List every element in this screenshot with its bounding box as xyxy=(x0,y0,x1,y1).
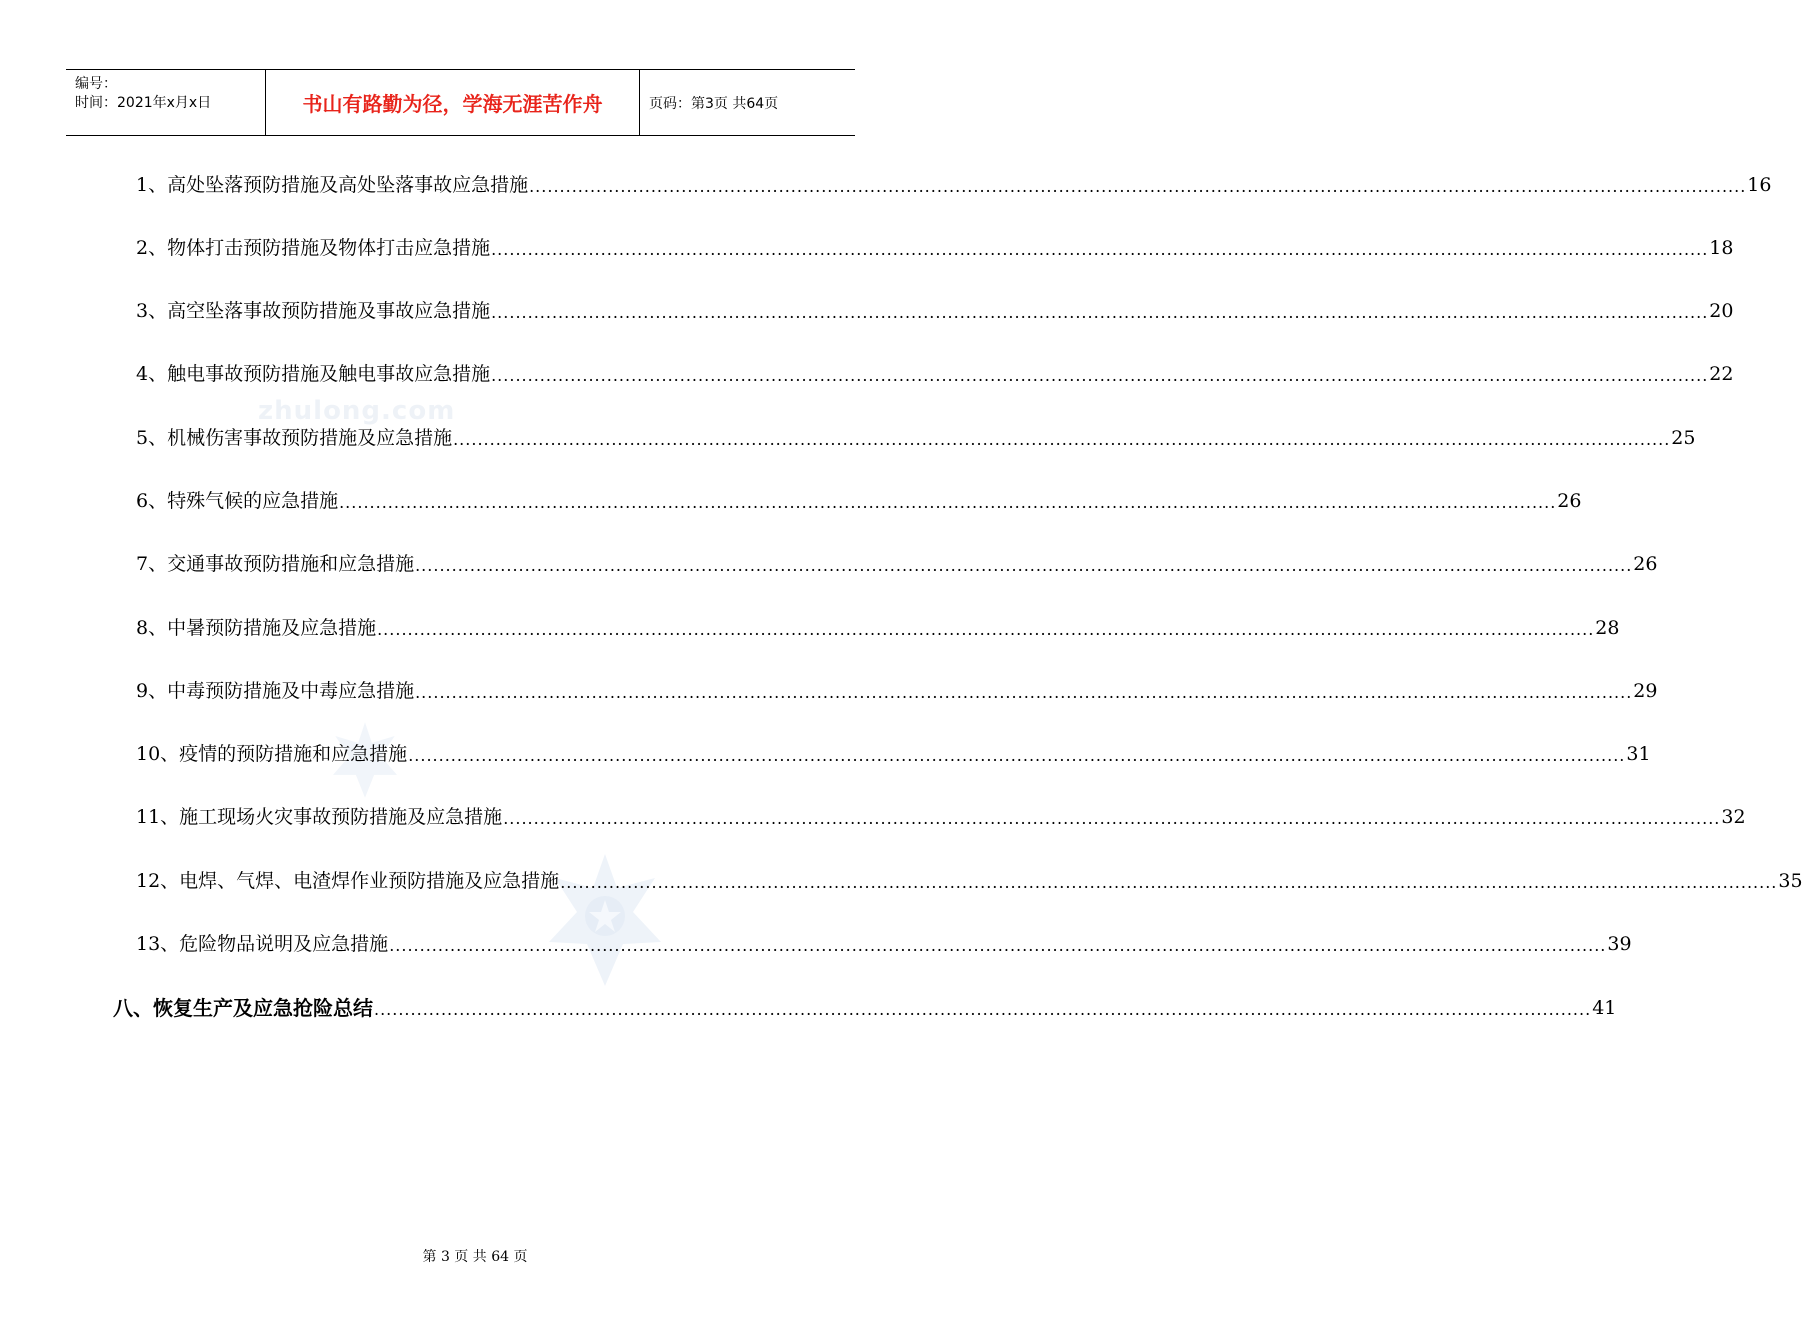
toc-entry[interactable] xyxy=(136,676,1658,706)
toc-entry-title: 10、疫情的预防措施和应急措施 xyxy=(136,743,408,765)
time-label: 时间：2021年x月x日 xyxy=(75,95,212,111)
toc-entry-page: 32 xyxy=(1721,806,1746,828)
toc-section-entry[interactable] xyxy=(113,993,1617,1023)
toc-entry-title: 12、电焊、气焊、电渣焊作业预防措施及应急措施 xyxy=(136,870,560,892)
toc-entry[interactable] xyxy=(136,929,1632,959)
toc-entry-title: 11、施工现场火灾事故预防措施及应急措施 xyxy=(136,806,503,828)
toc-entry-page: 28 xyxy=(1595,617,1620,639)
toc-leader-dots: ........................................................................................................................................................................................................ xyxy=(415,556,1633,575)
toc-entry[interactable] xyxy=(136,549,1658,579)
toc-entry[interactable] xyxy=(136,359,1734,389)
toc-entry-page: 26 xyxy=(1633,553,1658,575)
toc-entry-page: 39 xyxy=(1607,933,1632,955)
toc-entry-title: 6、特殊气候的应急措施 xyxy=(136,490,339,512)
toc-entry-page: 18 xyxy=(1709,237,1734,259)
toc-entry-title: 5、机械伤害事故预防措施及应急措施 xyxy=(136,427,453,449)
toc-entry[interactable] xyxy=(136,866,1803,896)
toc-leader-dots: ........................................................................................................................................................................................................ xyxy=(453,430,1671,449)
toc-entry-page: 22 xyxy=(1709,363,1734,385)
toc-section-title: 八、恢复生产及应急抢险总结 xyxy=(113,996,373,1020)
toc-entry[interactable] xyxy=(136,423,1696,453)
toc-entry[interactable] xyxy=(136,170,1772,200)
page-footer: 第 3 页 共 64 页 xyxy=(422,1249,528,1265)
toc-leader-dots: ........................................................................................................................................................................................................ xyxy=(415,683,1633,702)
toc-entry-title: 13、危险物品说明及应急措施 xyxy=(136,933,389,955)
toc-leader-dots: ........................................................................................................................................................................................................ xyxy=(408,746,1626,765)
toc-section-page: 41 xyxy=(1592,997,1617,1019)
toc-entry[interactable] xyxy=(136,233,1734,263)
toc-leader-dots: ........................................................................................................................................................................................................ xyxy=(374,1000,1592,1019)
toc-entry-page: 29 xyxy=(1633,680,1658,702)
toc-entry-title: 7、交通事故预防措施和应急措施 xyxy=(136,553,415,575)
toc-leader-dots: ........................................................................................................................................................................................................ xyxy=(560,873,1778,892)
toc-entry-title: 3、高空坠落事故预防措施及事故应急措施 xyxy=(136,300,491,322)
toc-entry-title: 9、中毒预防措施及中毒应急措施 xyxy=(136,680,415,702)
toc-entry-page: 16 xyxy=(1747,174,1772,196)
toc-leader-dots: ........................................................................................................................................................................................................ xyxy=(377,620,1595,639)
toc-leader-dots: ........................................................................................................................................................................................................ xyxy=(529,177,1747,196)
toc-entry[interactable] xyxy=(136,486,1582,516)
toc-leader-dots: ........................................................................................................................................................................................................ xyxy=(491,366,1709,385)
motto: 书山有路勤为径，学海无涯苦作舟 xyxy=(266,70,640,135)
number-label: 编号： xyxy=(75,76,117,92)
page-header xyxy=(66,69,855,136)
toc-entry[interactable] xyxy=(136,802,1746,832)
toc-entry-title: 1、高处坠落预防措施及高处坠落事故应急措施 xyxy=(136,174,529,196)
toc-leader-dots: ........................................................................................................................................................................................................ xyxy=(339,493,1557,512)
toc-entry-page: 31 xyxy=(1626,743,1651,765)
page-number-label: 页码：第3页 共64页 xyxy=(649,95,779,112)
toc-leader-dots: ........................................................................................................................................................................................................ xyxy=(491,240,1709,259)
header-meta-cell xyxy=(66,70,266,135)
toc-entry-title: 2、物体打击预防措施及物体打击应急措施 xyxy=(136,237,491,259)
watermark-text: zhulong.com xyxy=(258,396,456,426)
toc-entry-page: 20 xyxy=(1709,300,1734,322)
toc-entry-page: 25 xyxy=(1671,427,1696,449)
toc-entry-title: 8、中暑预防措施及应急措施 xyxy=(136,617,377,639)
toc-leader-dots: ........................................................................................................................................................................................................ xyxy=(491,303,1709,322)
toc-leader-dots: ........................................................................................................................................................................................................ xyxy=(389,936,1607,955)
toc-entry-title: 4、触电事故预防措施及触电事故应急措施 xyxy=(136,363,491,385)
toc-entry[interactable] xyxy=(136,739,1651,769)
toc-entry[interactable] xyxy=(136,296,1734,326)
toc-entry[interactable] xyxy=(136,613,1620,643)
toc-leader-dots: ........................................................................................................................................................................................................ xyxy=(503,809,1721,828)
toc-entry-page: 26 xyxy=(1557,490,1582,512)
toc-entry-page: 35 xyxy=(1778,870,1803,892)
